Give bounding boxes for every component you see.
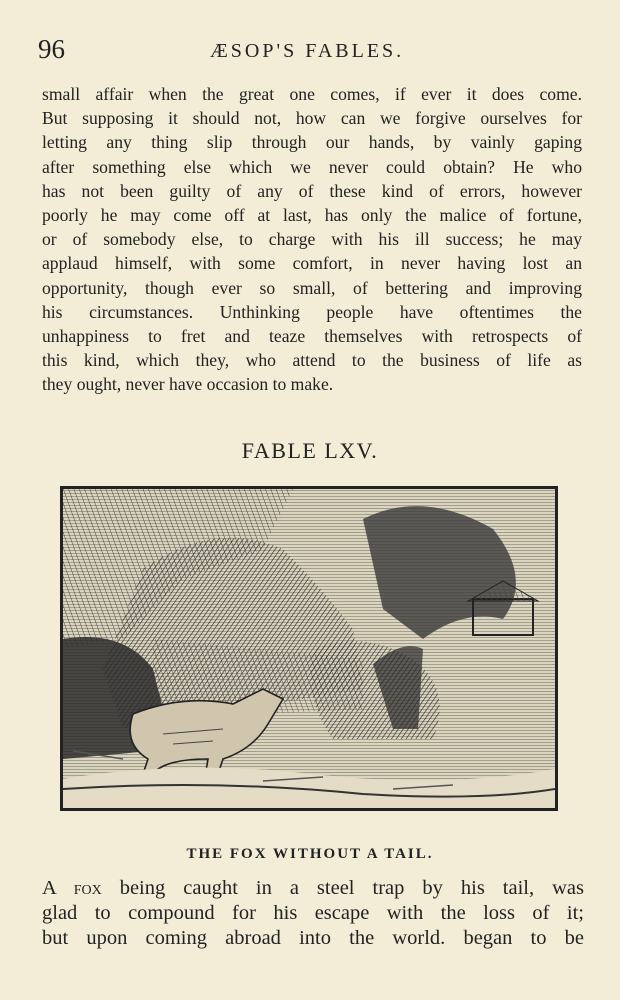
- text-line: applaud himself, with some comfort, in never having lost an: [42, 253, 582, 274]
- text-line: opportunity, though ever so small, of bettering and improving: [42, 277, 582, 298]
- text-line: or of somebody else, to charge with his ill success; he may: [42, 229, 582, 250]
- fable-line-first: [42, 876, 584, 901]
- fable-line: glad to compound for his escape with the loss of it;: [42, 902, 584, 924]
- opening-word-a: A: [42, 877, 56, 899]
- page-number: 96: [38, 34, 65, 64]
- fable-line: but upon coming abroad into the world. began to be: [42, 927, 584, 949]
- text-line: poorly he may come off at last, has only the malice of fortune,: [42, 204, 582, 225]
- first-line-rest: being caught in a steel trap by his tail, was: [119, 877, 584, 899]
- text-line: after something else which we never could obtain? He who: [42, 156, 582, 177]
- fable-text: [42, 876, 584, 951]
- text-line: has not been guilty of any of these kind of errors, however: [42, 180, 582, 201]
- text-line: his circumstances. Unthinking people have oftentimes the: [42, 301, 582, 322]
- fable-heading: FABLE LXV.: [241, 438, 379, 463]
- running-title: ÆSOP'S FABLES.: [210, 40, 405, 62]
- fable-caption: THE FOX WITHOUT A TAIL.: [186, 846, 434, 862]
- text-line: unhappiness to fret and teaze themselves with retrospects of: [42, 325, 582, 346]
- opening-word-fox: fox: [73, 877, 102, 899]
- text-line: they ought, never have occasion to make.: [42, 374, 334, 395]
- fable-illustration: [60, 486, 558, 811]
- text-line: small affair when the great one comes, if ever it does come.: [42, 84, 582, 104]
- engraving-image: [63, 489, 555, 808]
- text-line: this kind, which they, who attend to the business of life as: [42, 350, 582, 371]
- text-line: But supposing it should not, how can we forgive ourselves for: [42, 108, 582, 129]
- moral-text: [42, 82, 582, 396]
- text-line: letting any thing slip through our hands, by vainly gaping: [42, 132, 582, 153]
- page-header: [38, 34, 588, 68]
